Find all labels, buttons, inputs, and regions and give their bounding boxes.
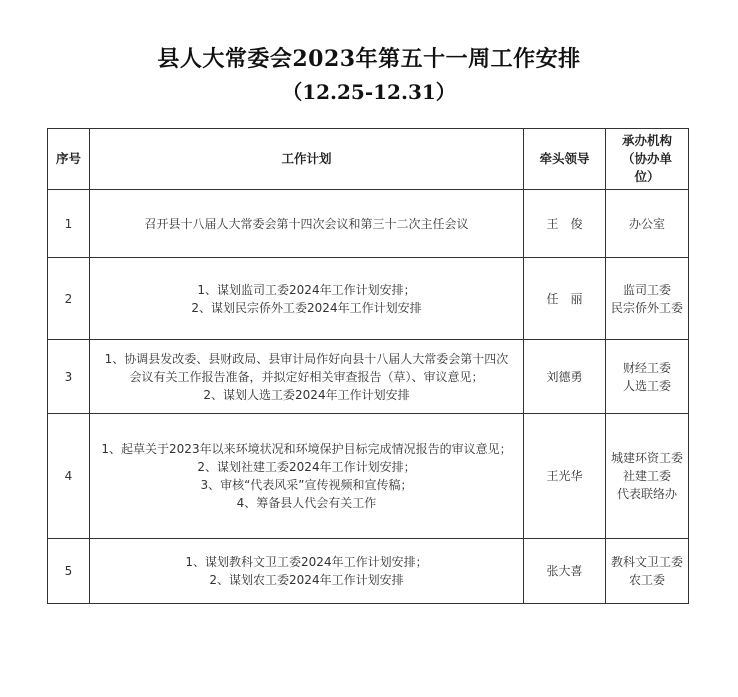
header-leader: 牵头领导 <box>524 129 606 190</box>
row-index: 4 <box>48 414 90 539</box>
office-line: 代表联络办 <box>616 487 677 501</box>
row-plan <box>90 190 524 258</box>
row-index: 1 <box>48 190 90 258</box>
row-office <box>606 258 689 340</box>
header-plan: 工作计划 <box>90 129 524 190</box>
office-line: 监司工委 <box>622 282 671 297</box>
plan-line: 3、审核“代表风采”宣传视频和宣传稿； <box>200 478 413 492</box>
row-office <box>606 539 689 604</box>
row-plan <box>90 414 524 539</box>
row-office <box>606 340 689 414</box>
row-index: 3 <box>48 340 90 414</box>
row-plan <box>90 258 524 340</box>
office-line: 教科文卫工委 <box>610 555 683 569</box>
plan-line: 2、谋划社建工委2024年工作计划安排； <box>197 460 416 474</box>
row-leader: 刘德勇 <box>524 340 606 414</box>
row-office <box>606 190 689 258</box>
office-line: 城建环资工委 <box>610 451 683 465</box>
row-leader: 张大喜 <box>524 539 606 604</box>
row-office <box>606 414 689 539</box>
plan-line: 1、谋划监司工委2024年工作计划安排； <box>197 282 416 297</box>
plan-line: 2、谋划人选工委2024年工作计划安排 <box>203 387 410 402</box>
table-row <box>48 258 689 340</box>
header-office-line: 承办机构 <box>621 133 672 148</box>
office-line: 财经工委 <box>622 360 671 375</box>
table-row <box>48 340 689 414</box>
row-leader: 任 丽 <box>524 258 606 340</box>
row-index: 5 <box>48 539 90 604</box>
table-row <box>48 190 689 258</box>
plan-line: 4、筹备县人代会有关工作 <box>236 496 377 510</box>
work-plan-table <box>47 128 689 604</box>
header-office-line: （协办单 <box>621 151 672 166</box>
office-line: 社建工委 <box>622 469 671 483</box>
document-title: 县人大常委会2023年第五十一周工作安排 <box>157 46 581 72</box>
plan-line: 会议有关工作报告准备，并拟定好相关审查报告（草）、审议意见； <box>129 369 484 384</box>
row-index: 2 <box>48 258 90 340</box>
table-header-row <box>48 129 689 190</box>
office-line: 农工委 <box>628 573 665 587</box>
table-row <box>48 414 689 539</box>
table-row <box>48 539 689 604</box>
plan-line: 1、起草关于2023年以来环境状况和环境保护目标完成情况报告的审议意见； <box>101 442 512 456</box>
row-leader: 王光华 <box>524 414 606 539</box>
plan-line: 1、协调县发改委、县财政局、县审计局作好向县十八届人大常委会第十四次 <box>104 351 509 366</box>
office-line: 人选工委 <box>622 378 671 393</box>
header-office <box>606 129 689 190</box>
plan-line: 2、谋划民宗侨外工委2024年工作计划安排 <box>191 300 422 315</box>
header-office-line: 位） <box>634 169 660 184</box>
plan-line: 1、谋划教科文卫工委2024年工作计划安排； <box>185 555 428 569</box>
header-index: 序号 <box>48 129 90 190</box>
date-range: （12.25-12.31） <box>282 80 456 104</box>
office-line: 民宗侨外工委 <box>610 300 683 315</box>
plan-line: 召开县十八届人大常委会第十四次会议和第三十二次主任会议 <box>144 216 469 231</box>
row-leader: 王 俊 <box>524 190 606 258</box>
row-plan <box>90 539 524 604</box>
row-plan <box>90 340 524 414</box>
office-line: 办公室 <box>628 216 665 231</box>
plan-line: 2、谋划农工委2024年工作计划安排 <box>209 573 404 587</box>
